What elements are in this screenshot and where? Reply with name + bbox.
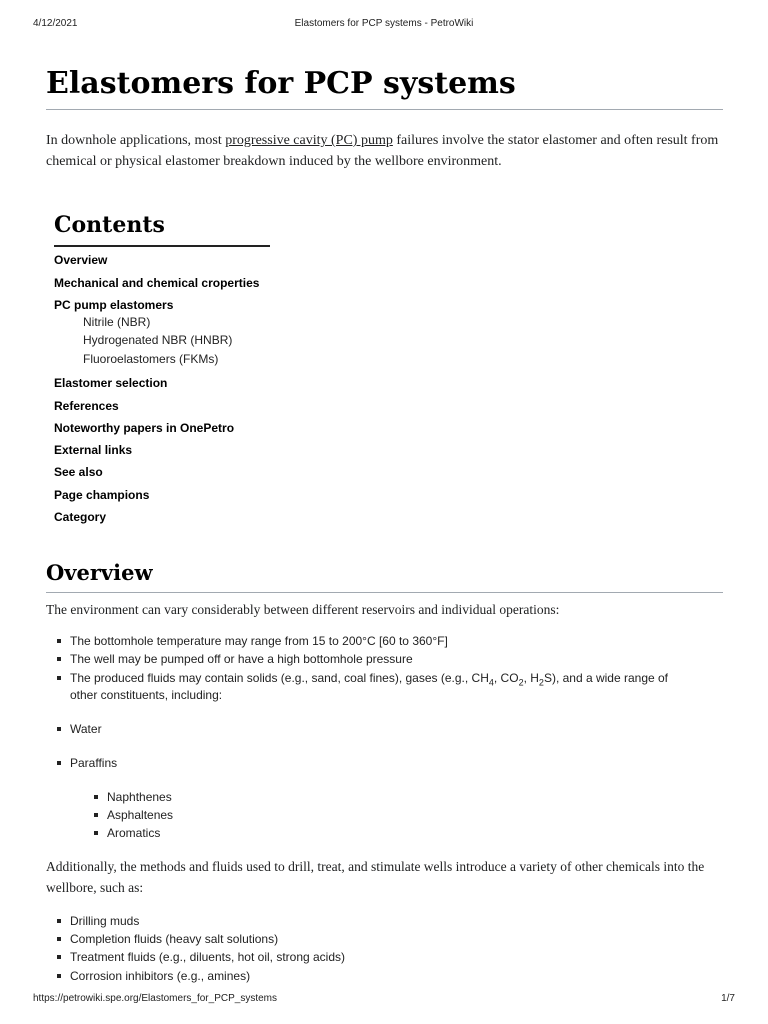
- list-item-water: Water: [70, 722, 102, 736]
- bullet-marker: [57, 657, 61, 661]
- bullet-marker: [57, 974, 61, 978]
- toc-divider: [54, 245, 270, 247]
- subscript: 2: [538, 677, 544, 688]
- bullet-marker: [94, 795, 98, 799]
- fluids-text-b: , CO: [493, 671, 519, 685]
- fluids-text-a: The produced fluids may contain solids (e.g., sand, coal fines), gases (e.g., CH: [70, 671, 489, 685]
- list-item-treatment-fluids: Treatment fluids (e.g., diluents, hot oil, strong acids): [70, 950, 346, 964]
- toc-link-fkms[interactable]: Fluoroelastomers (FKMs): [83, 352, 219, 366]
- toc-link-mechanical-chemical-properties[interactable]: Mechanical and chemical croperties: [54, 276, 260, 290]
- toc-link-overview[interactable]: Overview: [54, 253, 108, 267]
- table-of-contents: [54, 212, 274, 524]
- list-item-paraffins: Paraffins: [70, 756, 118, 770]
- list-item-asphaltenes: Asphaltenes: [107, 808, 174, 822]
- overview-heading: Overview: [46, 560, 153, 585]
- bullet-marker: [57, 919, 61, 923]
- bullet-marker: [94, 813, 98, 817]
- list-item-drilling-muds: Drilling muds: [70, 914, 140, 928]
- page-title: Elastomers for PCP systems: [46, 66, 516, 101]
- bullet-marker: [57, 727, 61, 731]
- toc-link-page-champions[interactable]: Page champions: [54, 488, 150, 502]
- subscript: 2: [518, 677, 524, 688]
- toc-link-hnbr[interactable]: Hydrogenated NBR (HNBR): [83, 333, 233, 347]
- fluids-text-c: , H: [523, 671, 539, 685]
- toc-link-noteworthy-papers[interactable]: Noteworthy papers in OnePetro: [54, 421, 235, 435]
- bullet-marker: [57, 676, 61, 680]
- overview-divider: [46, 592, 723, 593]
- list-item-aromatics: Aromatics: [107, 826, 161, 840]
- intro-text-end: failures involve the stator elastomer and often result from chemical or physical elastomer breakdown induced by the wellbore environment.: [46, 133, 719, 169]
- bullet-marker: [57, 639, 61, 643]
- toc-link-category[interactable]: Category: [54, 510, 107, 524]
- list-item-completion-fluids: Completion fluids (heavy salt solutions): [70, 932, 279, 946]
- fluids-text-d: S), and a wide range of: [543, 671, 669, 685]
- print-header-title: Elastomers for PCP systems - PetroWiki: [294, 18, 474, 29]
- additionally-paragraph: Additionally, the methods and fluids used to drill, treat, and stimulate wells introduce a variety of other chemicals into the wellbore, such as:: [46, 859, 705, 895]
- print-footer-url: https://petrowiki.spe.org/Elastomers_for_PCP_systems: [33, 993, 277, 1004]
- subscript: 4: [488, 677, 494, 688]
- list-item-naphthenes: Naphthenes: [107, 790, 172, 804]
- progressive-cavity-pump-link[interactable]: progressive cavity (PC) pump: [225, 133, 393, 148]
- toc-link-see-also[interactable]: See also: [54, 465, 103, 479]
- toc-link-external-links[interactable]: External links: [54, 443, 133, 457]
- bullet-marker: [94, 831, 98, 835]
- toc-link-references[interactable]: References: [54, 399, 119, 413]
- toc-link-nitrile[interactable]: Nitrile (NBR): [83, 315, 151, 329]
- title-divider: [46, 109, 723, 110]
- overview-lead: The environment can vary considerably between different reservoirs and individual operations:: [46, 602, 560, 617]
- print-date: 4/12/2021: [33, 18, 78, 29]
- bullet-marker: [57, 761, 61, 765]
- toc-link-elastomer-selection[interactable]: Elastomer selection: [54, 376, 168, 390]
- bullet-marker: [57, 955, 61, 959]
- bullet-marker: [57, 937, 61, 941]
- toc-link-pc-pump-elastomers[interactable]: PC pump elastomers: [54, 298, 174, 312]
- toc-title: Contents: [54, 212, 165, 238]
- intro-text-start: In downhole applications, most: [46, 133, 226, 148]
- list-item-pressure: The well may be pumped off or have a high bottomhole pressure: [70, 652, 413, 666]
- list-item-produced-fluids-continued: other constituents, including:: [70, 688, 223, 702]
- intro-paragraph: [46, 130, 726, 172]
- print-page-number: 1/7: [721, 993, 735, 1004]
- list-item-corrosion-inhibitors: Corrosion inhibitors (e.g., amines): [70, 969, 251, 983]
- list-item-temperature: The bottomhole temperature may range from 15 to 200°C [60 to 360°F]: [70, 634, 448, 648]
